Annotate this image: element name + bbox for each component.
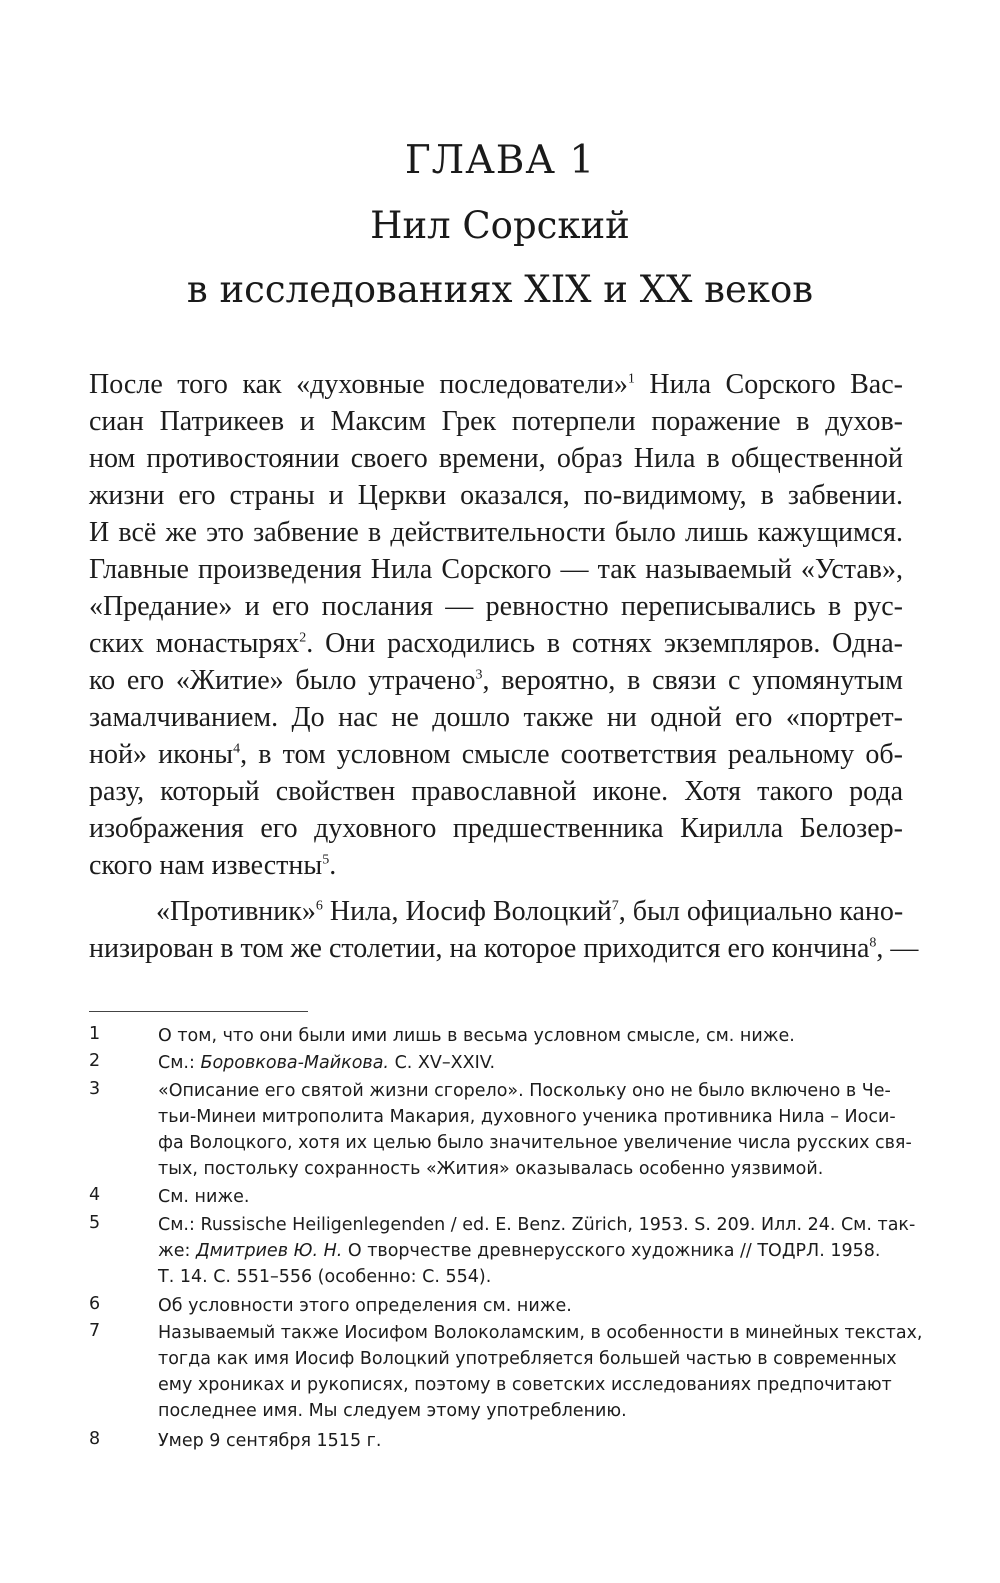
body-line: изображения его духовного предшественника Кирилла Белозер-: [89, 813, 903, 844]
body-line: «Противник»$^6$ Нила, Иосиф Волоцкий$^7$, был официально кано-: [156, 896, 904, 927]
body-line: После того как «духовные последователи»$^1$ Нила Сорского Вас-: [89, 369, 903, 400]
body-line: «Предание» и его послания — ревностно переписывались в рус-: [89, 591, 903, 622]
footnote-line: ему хрониках и рукописях, поэтому в советских исследованиях предпочитают: [158, 1375, 892, 1395]
body-line: замалчиванием. До нас не дошло также ни одной его «портрет-: [89, 702, 903, 733]
body-line: И всё же это забвение в действительности было лишь кажущимся.: [89, 517, 903, 548]
footnote-divider: [89, 1011, 308, 1012]
footnote-number: 7: [89, 1321, 101, 1341]
footnote-line: О том, что они были ими лишь в весьма условном смысле, см. ниже.: [158, 1026, 795, 1046]
footnote-line: Умер 9 сентября 1515 г.: [158, 1431, 382, 1451]
footnote-line: Т. 14. С. 551–556 (особенно: С. 554).: [158, 1267, 492, 1287]
footnote-line: «Описание его святой жизни сгорело». Поскольку оно не было включено в Че-: [158, 1081, 891, 1101]
chapter-title-line-2: в исследованиях XIX и XX веков: [186, 268, 814, 311]
footnote-line: См. ниже.: [158, 1187, 250, 1207]
footnote-number: 8: [89, 1429, 101, 1449]
footnote-line: последнее имя. Мы следуем этому употреблению.: [158, 1401, 627, 1421]
body-line: сиан Патрикеев и Максим Грек потерпели поражение в духов-: [89, 406, 903, 437]
body-line: ном противостоянии своего времени, образ Нила в общественной: [89, 443, 903, 474]
body-line: ко его «Житие» было утрачено$^3$, вероятно, в связи с упомянутым: [89, 665, 904, 696]
body-line: разу, который свойствен православной иконе. Хотя такого рода: [89, 776, 903, 807]
body-line: низирован в том же столетии, на которое приходится его кончина$^8$, —: [89, 933, 919, 964]
footnote-line: же: Дмитриев Ю. Н. О творчестве древнерусского художника // ТОДРЛ. 1958.: [158, 1241, 881, 1261]
footnote-number: 5: [89, 1213, 101, 1233]
footnote-number: 4: [89, 1185, 101, 1205]
footnote-line: тогда как имя Иосиф Волоцкий употребляется большей частью в современных: [158, 1349, 897, 1369]
body-line: жизни его страны и Церкви оказался, по-видимому, в забвении.: [89, 480, 903, 511]
footnote-number: 2: [89, 1051, 101, 1071]
chapter-number: ГЛАВА 1: [404, 138, 596, 183]
chapter-title-line-1: Нил Сорский: [370, 204, 630, 247]
footnote-number: 3: [89, 1079, 101, 1099]
footnote-line: фа Волоцкого, хотя их целью было значительное увеличение числа русских свя-: [158, 1133, 912, 1153]
footnote-number: 1: [89, 1024, 101, 1044]
footnote-line: Об условности этого определения см. ниже.: [158, 1296, 572, 1316]
body-line: ной» иконы$^4$, в том условном смысле соответствия реальному об-: [89, 739, 903, 770]
footnote-line: См.: Russische Heiligenlegenden / ed. E. Benz. Zürich, 1953. S. 209. Илл. 24. См. так-: [158, 1215, 916, 1235]
footnote-line: См.: Боровкова-Майкова. С. XV–XXIV.: [158, 1053, 496, 1073]
footnote-number: 6: [89, 1294, 101, 1314]
body-line: ских монастырях$^2$. Они расходились в сотнях экземпляров. Одна-: [89, 628, 903, 659]
footnote-line: тых, постольку сохранность «Жития» оказывалась особенно уязвимой.: [158, 1159, 824, 1179]
body-line: Главные произведения Нила Сорского — так называемый «Устав»,: [89, 554, 903, 585]
body-line: ского нам известны$^5$.: [89, 850, 337, 881]
footnote-line: Называемый также Иосифом Волоколамским, в особенности в минейных текстах,: [158, 1323, 923, 1343]
footnote-line: тьи-Минеи митрополита Макария, духовного ученика противника Нила – Иоси-: [158, 1107, 896, 1127]
